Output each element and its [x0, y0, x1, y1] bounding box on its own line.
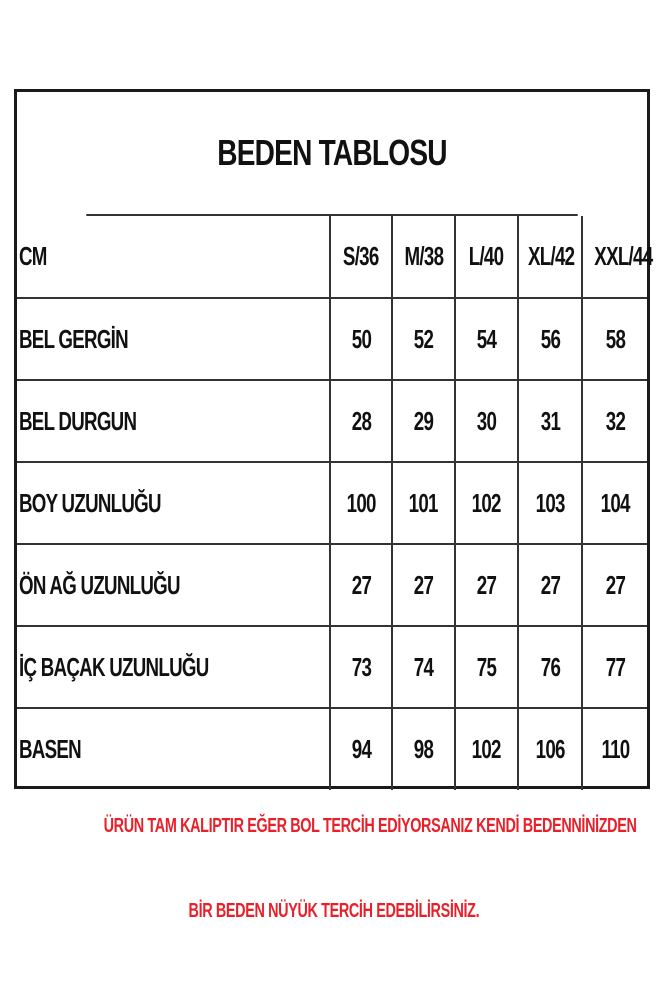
table-row [17, 380, 647, 462]
size-header-s: S/36 [330, 216, 392, 298]
table-cell: 27 [582, 544, 647, 626]
size-header-xl: XL/42 [518, 216, 582, 298]
table-row [17, 626, 647, 708]
size-chart [14, 89, 653, 789]
fit-note-line-2: BİR BEDEN NÜYÜK TERCİH EDEBİLİRSİNİZ. [188, 900, 479, 922]
row-label: İÇ BAÇAK UZUNLUĞU [17, 626, 330, 708]
table-cell: 102 [455, 462, 518, 544]
table-cell: 32 [582, 380, 647, 462]
table-cell: 56 [518, 298, 582, 380]
chart-title: BEDEN TABLOSU [86, 92, 577, 216]
table-cell: 102 [455, 708, 518, 790]
table-cell: 27 [518, 544, 582, 626]
table-cell: 28 [330, 380, 392, 462]
table-cell: 31 [518, 380, 582, 462]
table-cell: 73 [330, 626, 392, 708]
table-cell: 100 [330, 462, 392, 544]
table-cell: 75 [455, 626, 518, 708]
row-label: ÖN AĞ UZUNLUĞU [17, 544, 330, 626]
table-cell: 101 [392, 462, 455, 544]
unit-header: CM [17, 216, 330, 298]
row-label: BEL GERGİN [17, 298, 330, 380]
table-row [17, 544, 647, 626]
table-cell: 29 [392, 380, 455, 462]
table-cell: 103 [518, 462, 582, 544]
table-cell: 98 [392, 708, 455, 790]
size-header-l: L/40 [455, 216, 518, 298]
size-header-xxl: XXL/44 [582, 216, 647, 298]
table-cell: 94 [330, 708, 392, 790]
table-cell: 54 [455, 298, 518, 380]
table-cell: 104 [582, 462, 647, 544]
fit-note-line-1: ÜRÜN TAM KALIPTIR EĞER BOL TERCİH EDİYORSANIZ KENDİ BEDENNİNİZDEN [103, 815, 637, 837]
table-cell: 77 [582, 626, 647, 708]
table-row [17, 708, 647, 790]
table-cell: 74 [392, 626, 455, 708]
table-cell: 76 [518, 626, 582, 708]
table-cell: 27 [392, 544, 455, 626]
table-cell: 52 [392, 298, 455, 380]
size-table [17, 216, 653, 790]
table-cell: 30 [455, 380, 518, 462]
header-row [17, 216, 647, 298]
table-cell: 58 [582, 298, 647, 380]
table-cell: 27 [455, 544, 518, 626]
row-label: BASEN [17, 708, 330, 790]
row-label: BOY UZUNLUĞU [17, 462, 330, 544]
table-cell: 106 [518, 708, 582, 790]
row-label: BEL DURGUN [17, 380, 330, 462]
table-row [17, 298, 647, 380]
table-cell: 50 [330, 298, 392, 380]
table-row [17, 462, 647, 544]
size-header-m: M/38 [392, 216, 455, 298]
table-cell: 110 [582, 708, 647, 790]
table-cell: 27 [330, 544, 392, 626]
